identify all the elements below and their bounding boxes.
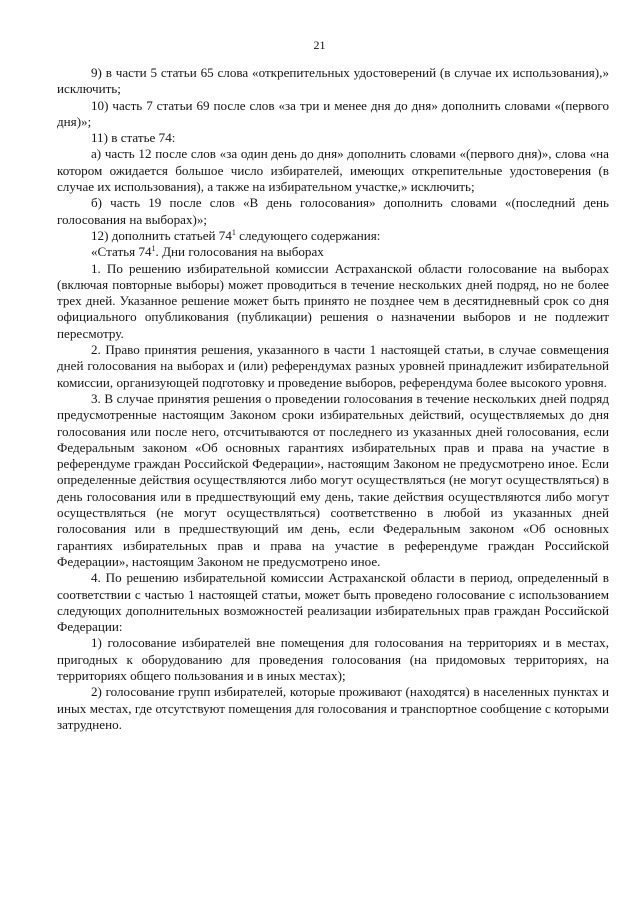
article-part-4-item-1: 1) голосование избирателей вне помещения для голосования на территориях и в местах, пригодных к оборудованию для проведения голосования (на придомовых территориях, на территориях общего пользования и в иных местах);: [57, 635, 609, 683]
article-part-1: 1. По решению избирательной комиссии Астраханской области голосование на выборах (включая повторные выборы) может проводиться в течение нескольких дней подряд, но не более трех дней. Указанное решение может быть принято не позднее чем в десятидневный срок со дня официального опубликования (публикации) решения о назначении выборов и не подлежит пересмотру.: [57, 260, 609, 341]
paragraph-11a: а) часть 12 после слов «за один день до дня» дополнить словами «(первого дня)», слова «на котором ожидается большое число избирателей, имеющих открепительные удостоверения (в случае их использования), а также на избирательном участке,» исключить;: [57, 146, 609, 195]
paragraph-12: [57, 228, 609, 244]
superscript: 1: [151, 244, 156, 254]
article-part-3: 3. В случае принятия решения о проведении голосования в течение нескольких дней подряд предусмотренные настоящим Законом сроки избирательных действий, осуществляемых до дня голосования или после него, отсчитываются от последнего из указанных дней голосования, если Федеральным законом «Об основных гарантиях избирательных прав и права на участие в референдуме граждан Российской Федерации», настоящим Законом не предусмотрено иное. Если определенные действия осуществляются либо могут осуществляться (не могут осуществляться) в день голосования или в предшествующий ему день, такие действия осуществляются либо могут осуществляться (не могут осуществляться) соответственно в любой из указанных дней голосования или в предшествующий им день, если Федеральным законом «Об основных гарантиях избирательных прав и права на участие в референдуме граждан Российской Федерации», настоящим Законом не предусмотрено иное.: [57, 390, 609, 569]
article-part-4-item-2: 2) голосование групп избирателей, которые проживают (находятся) в населенных пунктах и иных местах, где отсутствуют помещения для голосования и транспортное сообщение с которыми затруднено.: [57, 684, 609, 732]
article-title-text: «Статья 74: [91, 244, 152, 260]
article-title: [57, 244, 609, 260]
superscript: 1: [231, 227, 236, 237]
paragraph-10: 10) часть 7 статьи 69 после слов «за три и менее дня до дня» дополнить словами «(первого дня)»;: [57, 97, 609, 129]
document-body: [57, 65, 609, 733]
paragraph-11: 11) в статье 74:: [91, 130, 176, 146]
paragraph-12-text: 12) дополнить статьей 74: [91, 227, 232, 243]
paragraph-9: 9) в части 5 статьи 65 слова «открепительных удостоверений (в случае их использования),» исключить;: [57, 65, 609, 97]
article-part-2: 2. Право принятия решения, указанного в части 1 настоящей статьи, в случае совмещения дней голосования на выборах и (или) референдумах разных уровней принадлежит избирательной комиссии, организующей подготовку и проведение выборов, референдума более высокого уровня.: [57, 342, 609, 390]
paragraph-12-text-end: следующего содержания:: [235, 227, 381, 243]
paragraph-11b: б) часть 19 после слов «В день голосования» дополнить словами «(последний день голосования на выборах)»;: [57, 195, 609, 227]
page-number: 21: [313, 38, 326, 52]
article-title-text-end: . Дни голосования на выборах: [155, 244, 324, 260]
article-part-4: 4. По решению избирательной комиссии Астраханской области в период, определенный в соответствии с частью 1 настоящей статьи, может быть проведено голосование с использованием следующих дополнительных возможностей реализации избирательных прав граждан Российской Федерации:: [57, 570, 609, 635]
